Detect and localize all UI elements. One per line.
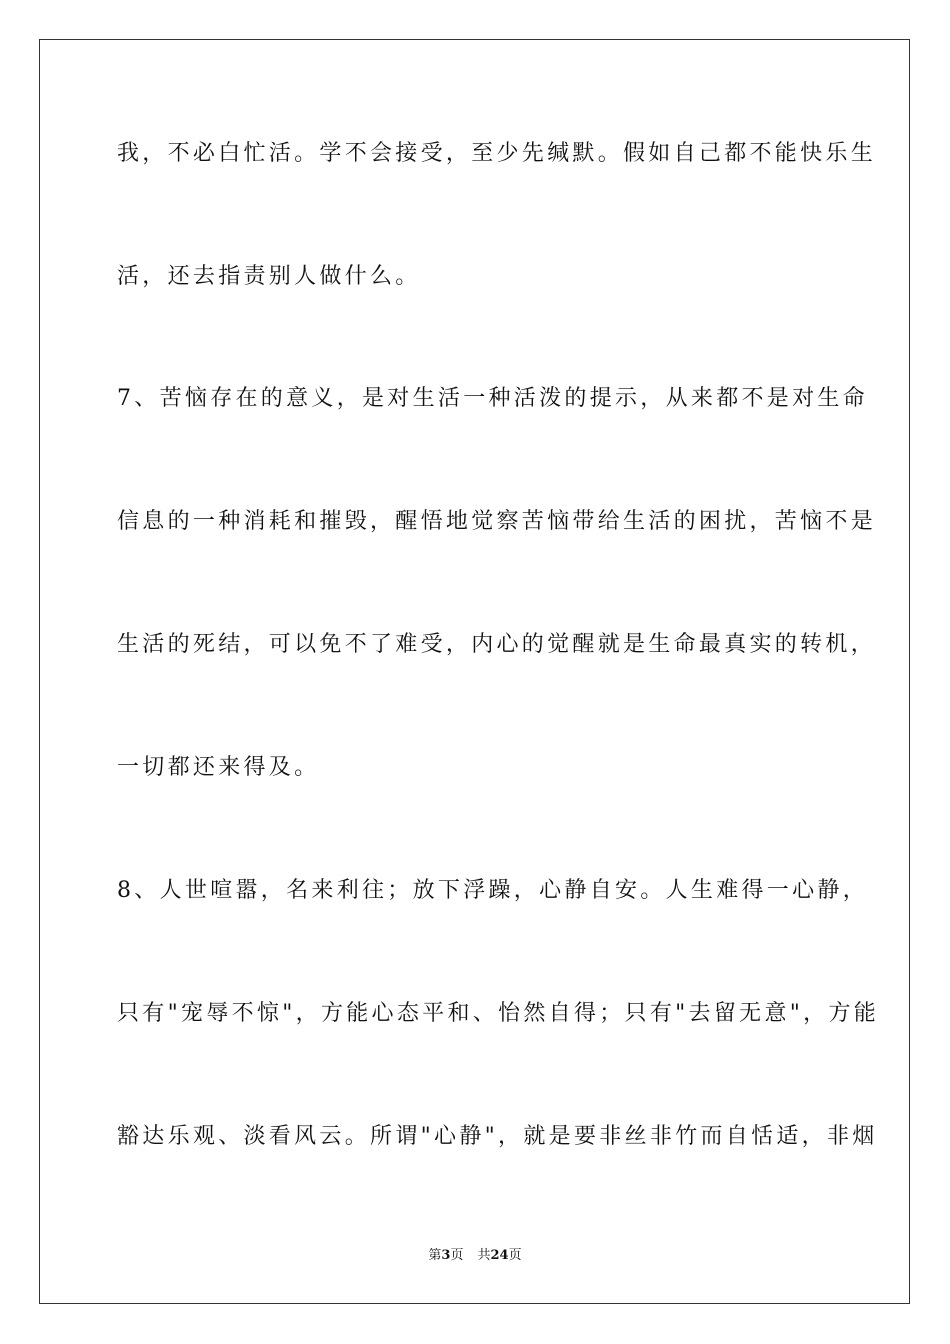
text-line-2: 活，还去指责别人做什么。 <box>117 264 421 289</box>
footer-page-number: 3 <box>441 1248 451 1263</box>
footer-total-pages: 24 <box>490 1248 509 1263</box>
text-line-6: 一切都还来得及。 <box>117 755 320 780</box>
text-line-7: 8、人世喧嚣，名来利往；放下浮躁，心静自安。人生难得一心静， <box>117 878 868 903</box>
text-line-4: 信息的一种消耗和摧毁，醒悟地觉察苦恼带给生活的困扰，苦恼不是 <box>117 509 877 534</box>
text-line-9: 豁达乐观、淡看风云。所谓"心静"，就是要非丝非竹而自恬适，非烟 <box>117 1124 878 1149</box>
footer-total-prefix: 共 <box>477 1248 491 1263</box>
text-line-8: 只有"宠辱不惊"，方能心态平和、怡然自得；只有"去留无意"，方能 <box>117 1001 880 1026</box>
page-footer <box>0 1247 950 1265</box>
footer-total-suffix: 页 <box>508 1248 522 1263</box>
text-line-5: 生活的死结，可以免不了难受，内心的觉醒就是生命最真实的转机， <box>117 632 877 657</box>
text-line-1: 我，不必白忙活。学不会接受，至少先缄默。假如自己都不能快乐生 <box>117 141 877 166</box>
footer-page-prefix: 第 <box>428 1248 442 1263</box>
text-line-3: 7、苦恼存在的意义，是对生活一种活泼的提示，从来都不是对生命 <box>117 386 868 411</box>
page-frame <box>39 39 910 1304</box>
footer-page-suffix: 页 <box>450 1248 464 1263</box>
